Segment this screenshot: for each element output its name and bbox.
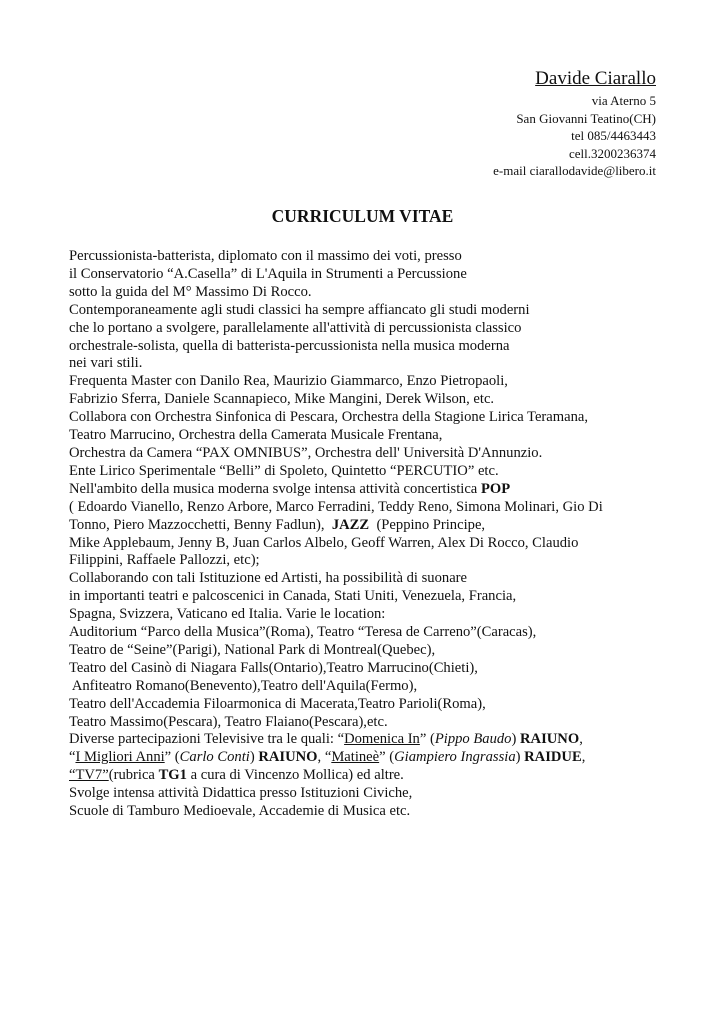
body-line: [69, 767, 669, 785]
text-segment: ): [515, 749, 525, 766]
cv-body: [69, 248, 669, 821]
body-line: Ente Lirico Sperimentale “Belli” di Spoleto, Quintetto “PERCUTIO” etc.: [69, 462, 499, 479]
show-title-tv7: “TV7”: [69, 767, 109, 784]
city-line: San Giovanni Teatino(CH): [516, 110, 656, 126]
body-line: Percussionista-batterista, diplomato con il massimo dei voti, presso: [69, 248, 462, 264]
body-line: Frequenta Master con Danilo Rea, Maurizio Giammarco, Enzo Pietropaoli,: [69, 373, 508, 390]
body-line: sotto la guida del M° Massimo Di Rocco.: [69, 283, 312, 300]
body-line: Contemporaneamente agli studi classici ha sempre affiancato gli studi moderni: [69, 301, 530, 318]
body-line: ( Edoardo Vianello, Renzo Arbore, Marco Ferradini, Teddy Reno, Simona Molinari, Gio Di: [69, 498, 603, 515]
body-line: [69, 481, 669, 499]
author-name: Davide Ciarallo: [535, 68, 656, 89]
show-title-migliori-anni: I Migliori Anni: [75, 749, 165, 766]
channel-name: RAIUNO: [520, 731, 580, 748]
phone-line: tel 085/4463443: [571, 128, 656, 143]
text-segment: ” (: [379, 749, 395, 766]
text-segment: Nell'ambito della musica moderna svolge intensa attività concertistica: [69, 480, 481, 497]
body-line: nei vari stili.: [69, 355, 143, 372]
document-title: CURRICULUM VITAE: [271, 206, 454, 226]
channel-name: RAIDUE: [524, 749, 582, 766]
body-line: [69, 517, 669, 535]
body-line: Teatro dell'Accademia Filoarmonica di Macerata,Teatro Parioli(Roma),: [69, 695, 486, 712]
text-segment: (rubrica: [108, 767, 159, 784]
text-segment: ): [511, 731, 520, 748]
body-line: in importanti teatri e palcoscenici in Canada, Stati Uniti, Venezuela, Francia,: [69, 588, 517, 605]
text-segment: “: [69, 749, 76, 766]
body-line: Teatro Marrucino, Orchestra della Camerata Musicale Frentana,: [69, 427, 443, 444]
body-line: [69, 749, 669, 767]
contact-header: [493, 66, 656, 180]
email-line: e-mail ciarallodavide@libero.it: [493, 163, 656, 178]
text-segment: ” (: [419, 731, 435, 748]
body-line: Scuole di Tamburo Medioevale, Accademie di Musica etc.: [69, 803, 411, 820]
body-line: [69, 731, 669, 749]
body-line: Teatro del Casinò di Niagara Falls(Ontario),Teatro Marrucino(Chieti),: [69, 659, 478, 676]
body-line: Filippini, Raffaele Pallozzi, etc);: [69, 552, 260, 569]
host-name: Giampiero Ingrassia: [394, 749, 516, 766]
body-line: orchestrale-solista, quella di batterista-percussionista nella musica moderna: [69, 337, 510, 354]
text-segment: Diverse partecipazioni Televisive tra le quali: “: [69, 731, 345, 748]
text-segment: (Peppino Principe,: [369, 516, 486, 533]
body-line: Spagna, Svizzera, Vaticano ed Italia. Varie le location:: [69, 606, 386, 623]
body-line: Teatro Massimo(Pescara), Teatro Flaiano(Pescara),etc.: [69, 713, 388, 730]
text-segment: , “: [317, 749, 332, 766]
host-name: Pippo Baudo: [434, 731, 512, 748]
show-title-domenica-in: Domenica In: [344, 731, 420, 748]
body-line: Auditorium “Parco della Musica”(Roma), Teatro “Teresa de Carreno”(Caracas),: [69, 624, 537, 641]
body-line: Collaborando con tali Istituzione ed Artisti, ha possibilità di suonare: [69, 570, 468, 587]
body-line: Anfiteatro Romano(Benevento),Teatro dell'Aquila(Fermo),: [69, 677, 418, 694]
jazz-label: JAZZ: [331, 516, 370, 533]
text-segment: ,: [579, 731, 583, 748]
show-title-matinee: Matineè: [331, 749, 380, 766]
body-line: Svolge intensa attività Didattica presso Istituzioni Civiche,: [69, 785, 413, 802]
body-line: Collabora con Orchestra Sinfonica di Pescara, Orchestra della Stagione Lirica Teramana,: [69, 409, 589, 426]
channel-name: TG1: [158, 767, 187, 784]
channel-name: RAIUNO: [258, 749, 318, 766]
body-line: Teatro de “Seine”(Parigi), National Park di Montreal(Quebec),: [69, 641, 436, 658]
body-line: Orchestra da Camera “PAX OMNIBUS”, Orchestra dell' Università D'Annunzio.: [69, 444, 543, 461]
body-line: Fabrizio Sferra, Daniele Scannapieco, Mike Mangini, Derek Wilson, etc.: [69, 391, 495, 408]
text-segment: ): [249, 749, 259, 766]
body-line: Mike Applebaum, Jenny B, Juan Carlos Albelo, Geoff Warren, Alex Di Rocco, Claudio: [69, 534, 579, 551]
body-line: che lo portano a svolgere, parallelamente all'attività di percussionista classico: [69, 319, 522, 336]
text-segment: a cura di Vincenzo Mollica) ed altre.: [186, 767, 404, 784]
text-segment: ,: [581, 749, 586, 766]
body-line: il Conservatorio “A.Casella” di L'Aquila in Strumenti a Percussione: [69, 265, 467, 282]
pop-label: POP: [480, 480, 511, 497]
cell-line: cell.3200236374: [568, 145, 656, 161]
address-line: via Aterno 5: [591, 93, 656, 108]
host-name: Carlo Conti: [179, 749, 250, 766]
text-segment: Tonno, Piero Mazzocchetti, Benny Fadlun),: [69, 516, 332, 533]
text-segment: ” (: [164, 749, 180, 766]
